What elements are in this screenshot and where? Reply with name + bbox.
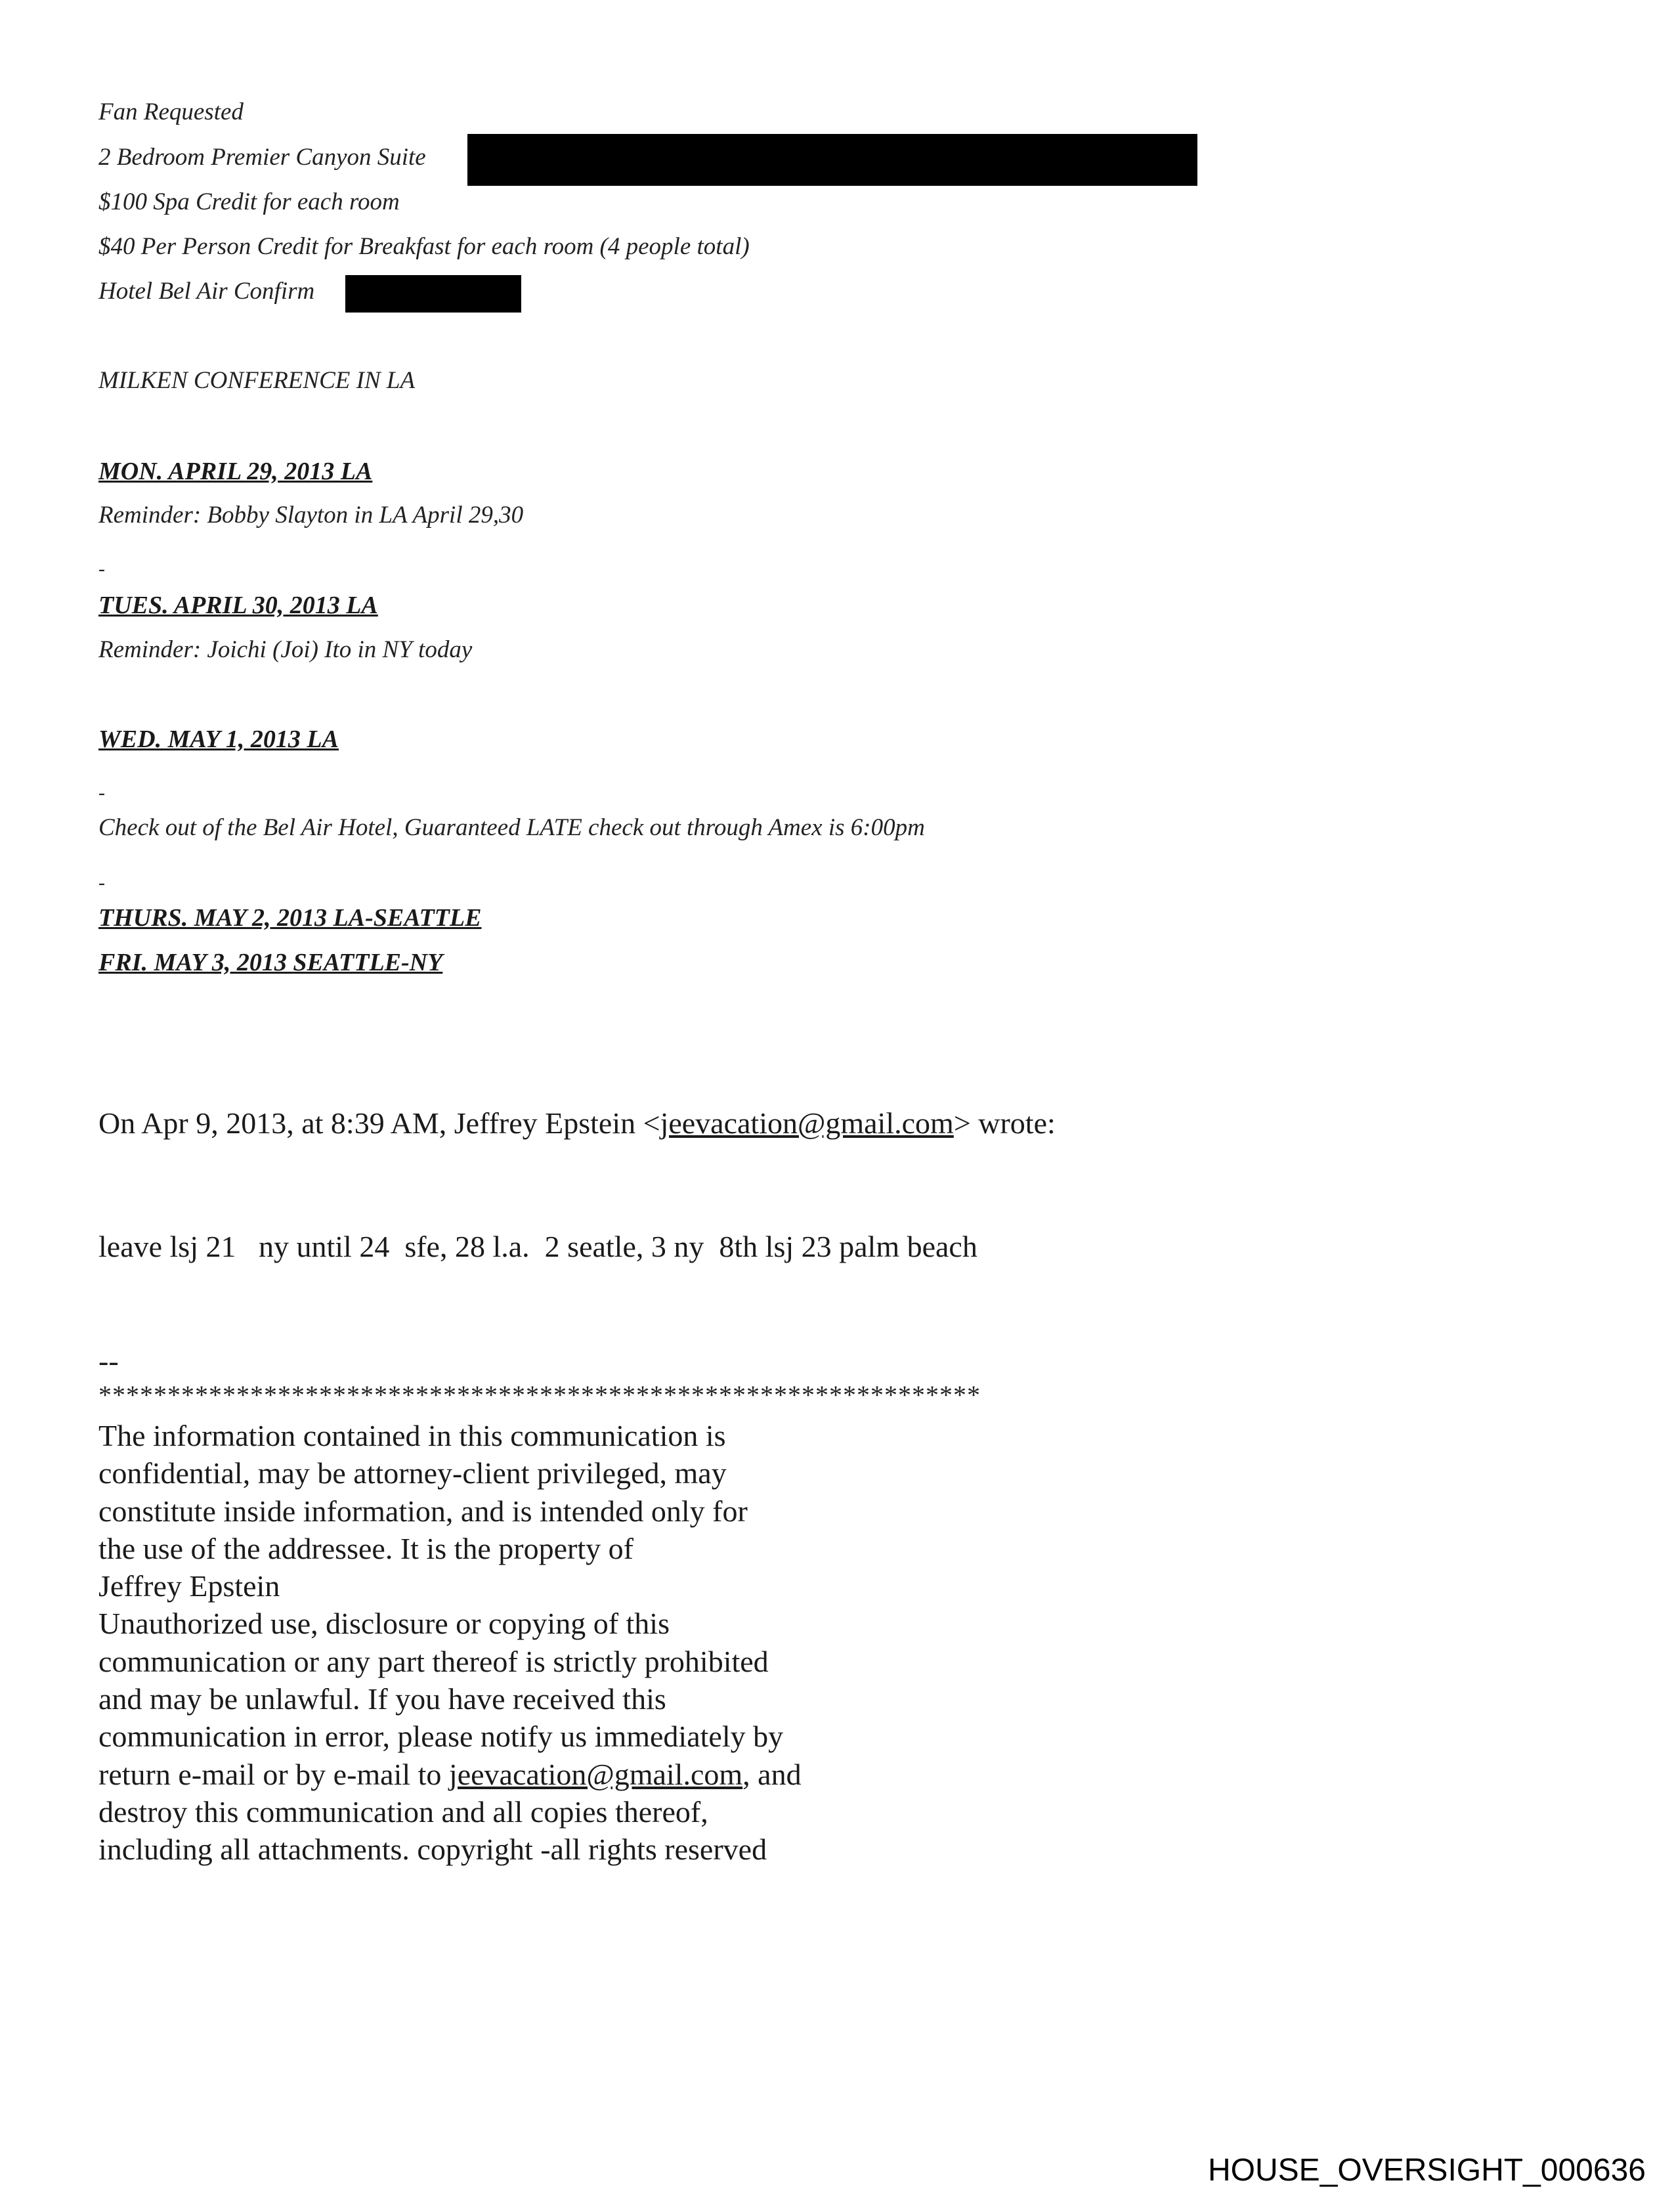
notice-email-link[interactable]: jeevacation@gmail.com [448, 1757, 743, 1791]
redaction-box [345, 275, 521, 313]
hotel-line-spa-credit: $100 Spa Credit for each room [98, 188, 400, 215]
notice-email-suffix: , and [742, 1757, 802, 1791]
day-heading-apr30: TUES. APRIL 30, 2013 LA [98, 592, 378, 619]
hotel-line-breakfast-credit: $40 Per Person Credit for Breakfast for each room (4 people total) [98, 233, 750, 260]
hotel-line-fan-requested: Fan Requested [98, 98, 244, 125]
day-heading-apr29: MON. APRIL 29, 2013 LA [98, 458, 373, 485]
day-heading-may2: THURS. MAY 2, 2013 LA-SEATTLE [98, 904, 482, 932]
dash-separator: - [98, 558, 105, 580]
notice-line: communication or any part thereof is strictly prohibited [98, 1644, 769, 1678]
checkout-note: Check out of the Bel Air Hotel, Guaranteed LATE check out through Amex is 6:00pm [98, 814, 925, 841]
notice-line: including all attachments. copyright -all rights reserved [98, 1832, 767, 1867]
bates-number: HOUSE_OVERSIGHT_000636 [1208, 2153, 1646, 2188]
signature-separator: -- [98, 1344, 119, 1377]
notice-line: Jeffrey Epstein [98, 1569, 280, 1603]
notice-line: Unauthorized use, disclosure or copying of this [98, 1607, 670, 1641]
quote-header [98, 1105, 1056, 1142]
dash-separator: - [98, 872, 105, 894]
notice-line: constitute inside information, and is intended only for [98, 1494, 748, 1528]
reminder-apr30: Reminder: Joichi (Joi) Ito in NY today [98, 636, 473, 663]
notice-line: destroy this communication and all copies thereof, [98, 1794, 708, 1829]
hotel-line-confirm: Hotel Bel Air Confirm [98, 278, 315, 305]
redaction-box [467, 134, 1197, 186]
confidentiality-notice [98, 1417, 802, 1869]
hotel-line-suite: 2 Bedroom Premier Canyon Suite [98, 144, 426, 171]
day-heading-may1: WED. MAY 1, 2013 LA [98, 726, 339, 753]
reminder-apr29: Reminder: Bobby Slayton in LA April 29,30 [98, 502, 524, 529]
notice-line: confidential, may be attorney-client privileged, may [98, 1456, 727, 1490]
sender-email-link[interactable]: jeevacation@gmail.com [660, 1106, 954, 1140]
conference-title: MILKEN CONFERENCE IN LA [98, 367, 416, 394]
notice-line-email [98, 1756, 802, 1793]
dash-separator: - [98, 782, 105, 804]
quote-prefix: On Apr 9, 2013, at 8:39 AM, Jeffrey Epstein < [98, 1106, 660, 1140]
notice-email-prefix: return e-mail or by e-mail to [98, 1757, 449, 1791]
message-body: leave lsj 21 ny until 24 sfe, 28 l.a. 2 seatle, 3 ny 8th lsj 23 palm beach [98, 1230, 977, 1263]
notice-line: communication in error, please notify us immediately by [98, 1720, 784, 1754]
notice-line: and may be unlawful. If you have received this [98, 1682, 666, 1716]
notice-line: the use of the addressee. It is the property of [98, 1531, 633, 1565]
quote-suffix: > wrote: [953, 1106, 1056, 1140]
signature-stars: **************************************************************** [98, 1380, 981, 1410]
day-heading-may3: FRI. MAY 3, 2013 SEATTLE-NY [98, 949, 443, 976]
notice-line: The information contained in this communication is [98, 1419, 726, 1452]
